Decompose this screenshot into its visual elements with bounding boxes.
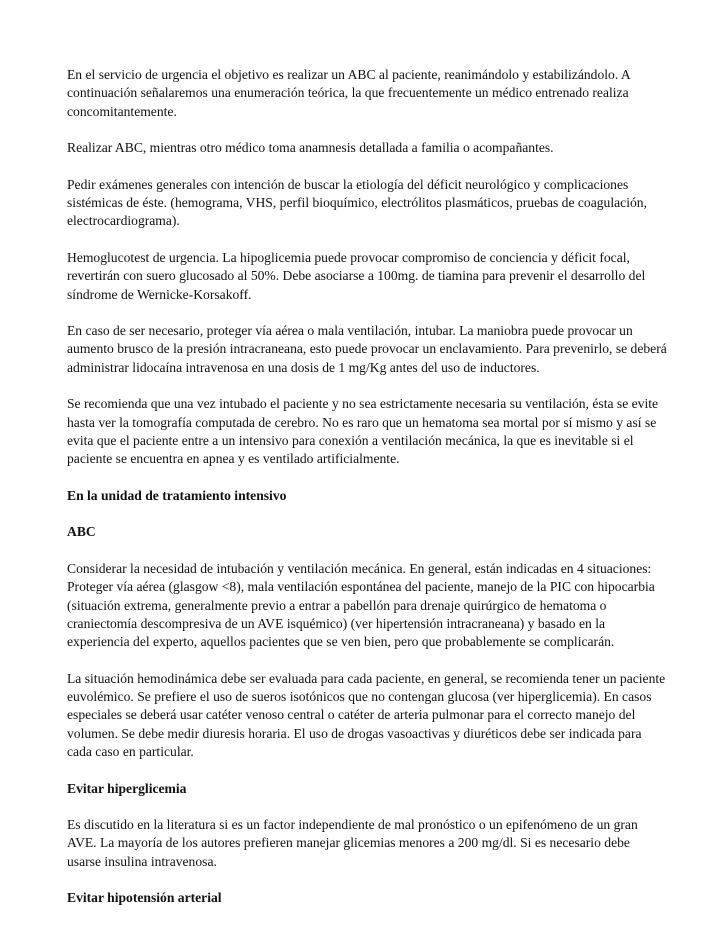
paragraph-intro: En el servicio de urgencia el objetivo es realizar un ABC al paciente, reanimándolo y estabilizándolo. A continuación señalaremos una enumeración teórica, la que frecuentemente un médico entrenado realiza concomitantemente. [67, 67, 630, 119]
paragraph-hemoglucotest: Hemoglucotest de urgencia. La hipoglicemia puede provocar compromiso de conciencia y déficit focal, revertirán con suero glucosado al 50%. Debe asociarse a 100mg. de tiamina para prevenir el desarrollo del síndrome de Wernicke-Korsakoff. [67, 249, 646, 302]
paragraph-intubation: Considerar la necesidad de intubación y ventilación mecánica. En general, están indicadas en 4 situaciones: Proteger vía aérea (glasgow <8), mala ventilación espontánea del paciente, manejo de la PIC con hipocarbia (situación extrema, generalmente previo a entrar a pabellón para drenaje quirúrgico de hematoma o craniectomía descompresiva de un AVE isquémico) (ver hipertensión intracraneana) y basado en la experiencia del experto, aquellos pacientes que se ven bien, pero que probablemente se complicarán. [67, 561, 655, 650]
paragraph-airway: En caso de ser necesario, proteger vía aérea o mala ventilación, intubar. La maniobra puede provocar un aumento brusco de la presión intracraneana, esto puede provocar un enclavamiento. Para prevenirlo, se deberá administrar lidocaína intravenosa en una dosis de 1 mg/Kg antes del uso de inductores. [67, 323, 667, 375]
heading-uti: En la unidad de tratamiento intensivo [67, 487, 287, 503]
paragraph-hyperglycemia: Es discutido en la literatura si es un factor independiente de mal pronóstico o un epifenómeno de un gran AVE. La mayoría de los autores prefieren manejar glicemias menores a 200 mg/dl. Si es necesario debe usarse insulina intravenosa. [67, 817, 638, 869]
paragraph-hemodynamic: La situación hemodinámica debe ser evaluada para cada paciente, en general, se recomienda tener un paciente euvolémico. Se prefiere el uso de sueros isotónicos que no contengan glucosa (ver hiperglicemia). En casos especiales se deberá usar catéter venoso central o catéter de arteria pulmonar para el correcto manejo del volumen. Se debe medir diuresis horaria. El uso de drogas vasoactivas y diuréticos debe ser indicada para cada caso en particular. [67, 670, 666, 759]
document-page [67, 66, 667, 926]
heading-hypotension: Evitar hipotensión arterial [67, 890, 222, 906]
paragraph-exams: Pedir exámenes generales con intención de buscar la etiología del déficit neurológico y complicaciones sistémicas de éste. (hemograma, VHS, perfil bioquímico, electrólitos plasmáticos, pruebas de coagulación, electrocardiograma). [67, 176, 647, 229]
heading-abc: ABC [67, 524, 96, 540]
heading-hyperglycemia: Evitar hiperglicemia [67, 780, 187, 796]
paragraph-ventilation: Se recomienda que una vez intubado el paciente y no sea estrictamente necesaria su ventilación, ésta se evite hasta ver la tomografía computada de cerebro. No es raro que un hematoma sea mortal por sí mismo y así se evita que el paciente entre a un intensivo para conexión a ventilación mecánica, la que es inevitable si el paciente se encuentra en apnea y es ventilado artificialmente. [67, 396, 659, 467]
paragraph-abc: Realizar ABC, mientras otro médico toma anamnesis detallada a familia o acompañantes. [67, 140, 554, 156]
